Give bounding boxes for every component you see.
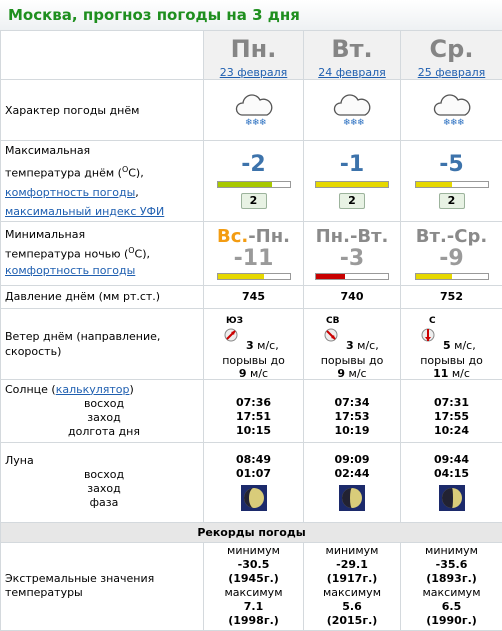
record-max-year: (1998г.) [204, 614, 303, 628]
sunset-time: 17:55 [401, 410, 502, 424]
comfort-fill [218, 274, 265, 279]
extremes-label-cell [1, 542, 204, 630]
degree-symbol: O [128, 246, 134, 255]
day-date-link[interactable]: 25 февраля [401, 66, 502, 79]
row-label: Давление днём (мм рт.ст.) [1, 285, 204, 308]
comfort-bar [415, 181, 489, 188]
label-text: ) [130, 383, 134, 396]
sunrise-time: 07:36 [204, 396, 303, 410]
wind-arrow-icon [324, 328, 338, 342]
svg-text:❄: ❄ [259, 118, 267, 128]
wind-speed: 3 [346, 339, 354, 352]
wind-direction: С [429, 316, 436, 326]
gust-label: порывы до [420, 354, 483, 367]
comfort-bar-night [315, 273, 389, 280]
moonset-time: 02:44 [304, 467, 400, 481]
max-temp-cell [401, 141, 502, 222]
sun-cell [304, 379, 401, 442]
record-min-label: минимум [204, 544, 303, 558]
moon-phase-icon [241, 485, 267, 511]
empty-corner [1, 31, 204, 80]
gust-value: 9 [337, 367, 345, 380]
comfort-fill [316, 182, 388, 187]
sunrise-time: 07:34 [304, 396, 400, 410]
wind-unit: м/с, [357, 339, 379, 352]
weather-cell [304, 80, 401, 141]
min-temp-value: -3 [304, 248, 400, 270]
daylen-value: 10:24 [401, 424, 502, 438]
wind-unit: м/с, [257, 339, 279, 352]
comfort-bar-night [217, 273, 291, 280]
night-day-b: -Вт. [350, 226, 388, 247]
sunset-time: 17:53 [304, 410, 400, 424]
moonset-time: 04:15 [401, 467, 502, 481]
moon-label-cell [1, 442, 204, 522]
page-header [0, 0, 502, 31]
label-text: C), [135, 248, 150, 261]
record-min-value: -30.5 [204, 558, 303, 572]
label-text: Максимальная [5, 144, 90, 157]
degree-symbol: O [122, 165, 128, 174]
record-min-year: (1917г.) [304, 572, 400, 586]
sun-calculator-link[interactable]: калькулятор [56, 383, 130, 396]
gust-label: порывы до [222, 354, 285, 367]
day-name: Ср. [401, 36, 502, 62]
record-cell [401, 542, 502, 630]
row-label: Ветер днём (направление, скорость) [1, 308, 204, 379]
label-text: температура днём ( [5, 167, 122, 180]
comfort-bar [217, 181, 291, 188]
max-temp-cell [204, 141, 304, 222]
record-max-value: 6.5 [401, 600, 502, 614]
wind-cell [204, 308, 304, 379]
pressure-value: 745 [204, 285, 304, 308]
sunrise-time: 07:31 [401, 396, 502, 410]
daylen-value: 10:15 [204, 424, 303, 438]
record-cell [204, 542, 304, 630]
wind-cell [304, 308, 401, 379]
sun-cell [401, 379, 502, 442]
record-max-value: 5.6 [304, 600, 400, 614]
gust-unit: м/с [349, 367, 367, 380]
day-header [401, 31, 502, 80]
day-date-link[interactable]: 24 февраля [304, 66, 400, 79]
moonrise-time: 08:49 [204, 453, 303, 467]
svg-text:❄: ❄ [450, 118, 458, 128]
svg-text:❄: ❄ [443, 118, 451, 128]
record-max-year: (2015г.) [304, 614, 400, 628]
records-header: Рекорды погоды [1, 522, 502, 542]
record-max-label: максимум [304, 586, 400, 600]
row-label-min-temp [1, 221, 204, 285]
svg-text:❄: ❄ [350, 118, 358, 128]
max-temp-value: -2 [204, 152, 303, 178]
sunset-label: заход [5, 411, 203, 425]
min-temp-cell [204, 221, 304, 285]
night-day-a: Вт. [416, 226, 447, 247]
label-text: Минимальная [5, 228, 85, 241]
row-label-max-temp: Максимальная температура днём ($^O$C), комфортность погоды, максимальный индекс УФИ [1, 141, 204, 222]
wind-direction: СВ [326, 316, 339, 326]
night-day-b: -Пн. [248, 226, 290, 247]
gust-unit: м/с [250, 367, 268, 380]
forecast-table [0, 30, 502, 631]
night-day-b: -Ср. [447, 226, 487, 247]
max-temp-value: -1 [304, 152, 400, 178]
wind-arrow-icon [224, 328, 238, 342]
sun-cell [204, 379, 304, 442]
weather-cell [401, 80, 502, 141]
phase-label: фаза [5, 496, 203, 510]
weather-cell [204, 80, 304, 141]
day-name: Пн. [204, 36, 303, 62]
sunrise-label: восход [5, 397, 203, 411]
moonrise-time: 09:09 [304, 453, 400, 467]
cloud-snow-icon [331, 89, 373, 129]
comfort-link[interactable]: комфортность погоды [5, 186, 135, 199]
daylen-label: долгота дня [5, 425, 203, 439]
comfort-fill [218, 182, 272, 187]
gust-unit: м/с [452, 367, 470, 380]
svg-text:❄: ❄ [343, 118, 351, 128]
moonrise-time: 09:44 [401, 453, 502, 467]
record-min-year: (1893г.) [401, 572, 502, 586]
gust-value: 9 [239, 367, 247, 380]
label-text: Экстремальные значения [5, 572, 154, 585]
record-max-label: максимум [204, 586, 303, 600]
sunset-time: 17:51 [204, 410, 303, 424]
min-temp-value: -9 [401, 248, 502, 270]
record-min-label: минимум [401, 544, 502, 558]
label-text: Солнце ( [5, 383, 56, 396]
night-day-a: Пн. [316, 226, 350, 247]
cloud-snow-icon [233, 89, 275, 129]
uvi-badge: 2 [439, 193, 465, 209]
moonset-time: 01:07 [204, 467, 303, 481]
day-date-link[interactable]: 23 февраля [204, 66, 303, 79]
pressure-value: 752 [401, 285, 502, 308]
moon-cell [204, 442, 304, 522]
svg-text:❄: ❄ [245, 118, 253, 128]
moon-cell [304, 442, 401, 522]
comfort-bar [315, 181, 389, 188]
uvi-badge: 2 [241, 193, 267, 209]
record-min-value: -29.1 [304, 558, 400, 572]
record-min-value: -35.6 [401, 558, 502, 572]
moon-label: Луна [5, 454, 203, 468]
label-text: температуры [5, 586, 83, 599]
max-temp-cell [304, 141, 401, 222]
svg-text:❄: ❄ [457, 118, 465, 128]
comfort-bar-night [415, 273, 489, 280]
comfort-link[interactable]: комфортность погоды [5, 264, 135, 277]
moonset-label: заход [5, 482, 203, 496]
svg-text:❄: ❄ [357, 118, 365, 128]
comfort-fill [316, 274, 345, 279]
min-temp-cell [401, 221, 502, 285]
wind-direction: ЮЗ [226, 316, 243, 326]
svg-text:❄: ❄ [252, 118, 260, 128]
min-temp-value: -11 [204, 248, 303, 270]
uvi-link[interactable]: максимальный индекс УФИ [5, 205, 164, 218]
wind-cell [401, 308, 502, 379]
night-day-a: Вс. [217, 226, 248, 247]
comfort-fill [416, 182, 452, 187]
cloud-snow-icon [431, 89, 473, 129]
record-min-label: минимум [304, 544, 400, 558]
moon-phase-icon [439, 485, 465, 511]
label-text: C), [128, 167, 143, 180]
wind-unit: м/с, [454, 339, 476, 352]
comfort-fill [416, 274, 452, 279]
sun-label-cell [1, 379, 204, 442]
record-max-year: (1990г.) [401, 614, 502, 628]
max-temp-value: -5 [401, 152, 502, 178]
min-temp-cell [304, 221, 401, 285]
record-min-year: (1945г.) [204, 572, 303, 586]
pressure-value: 740 [304, 285, 401, 308]
page-title: Москва, прогноз погоды на 3 дня [8, 6, 300, 24]
row-label: Характер погоды днём [1, 80, 204, 141]
daylen-value: 10:19 [304, 424, 400, 438]
record-max-value: 7.1 [204, 600, 303, 614]
wind-arrow-icon [421, 328, 435, 342]
wind-speed: 5 [443, 339, 451, 352]
day-name: Вт. [304, 36, 400, 62]
label-text: температура ночью ( [5, 248, 128, 261]
record-cell [304, 542, 401, 630]
moonrise-label: восход [5, 468, 203, 482]
wind-speed: 3 [246, 339, 254, 352]
moon-cell [401, 442, 502, 522]
uvi-badge: 2 [339, 193, 365, 209]
gust-value: 11 [433, 367, 448, 380]
record-max-label: максимум [401, 586, 502, 600]
gust-label: порывы до [321, 354, 384, 367]
day-header [304, 31, 401, 80]
moon-phase-icon [339, 485, 365, 511]
day-header [204, 31, 304, 80]
